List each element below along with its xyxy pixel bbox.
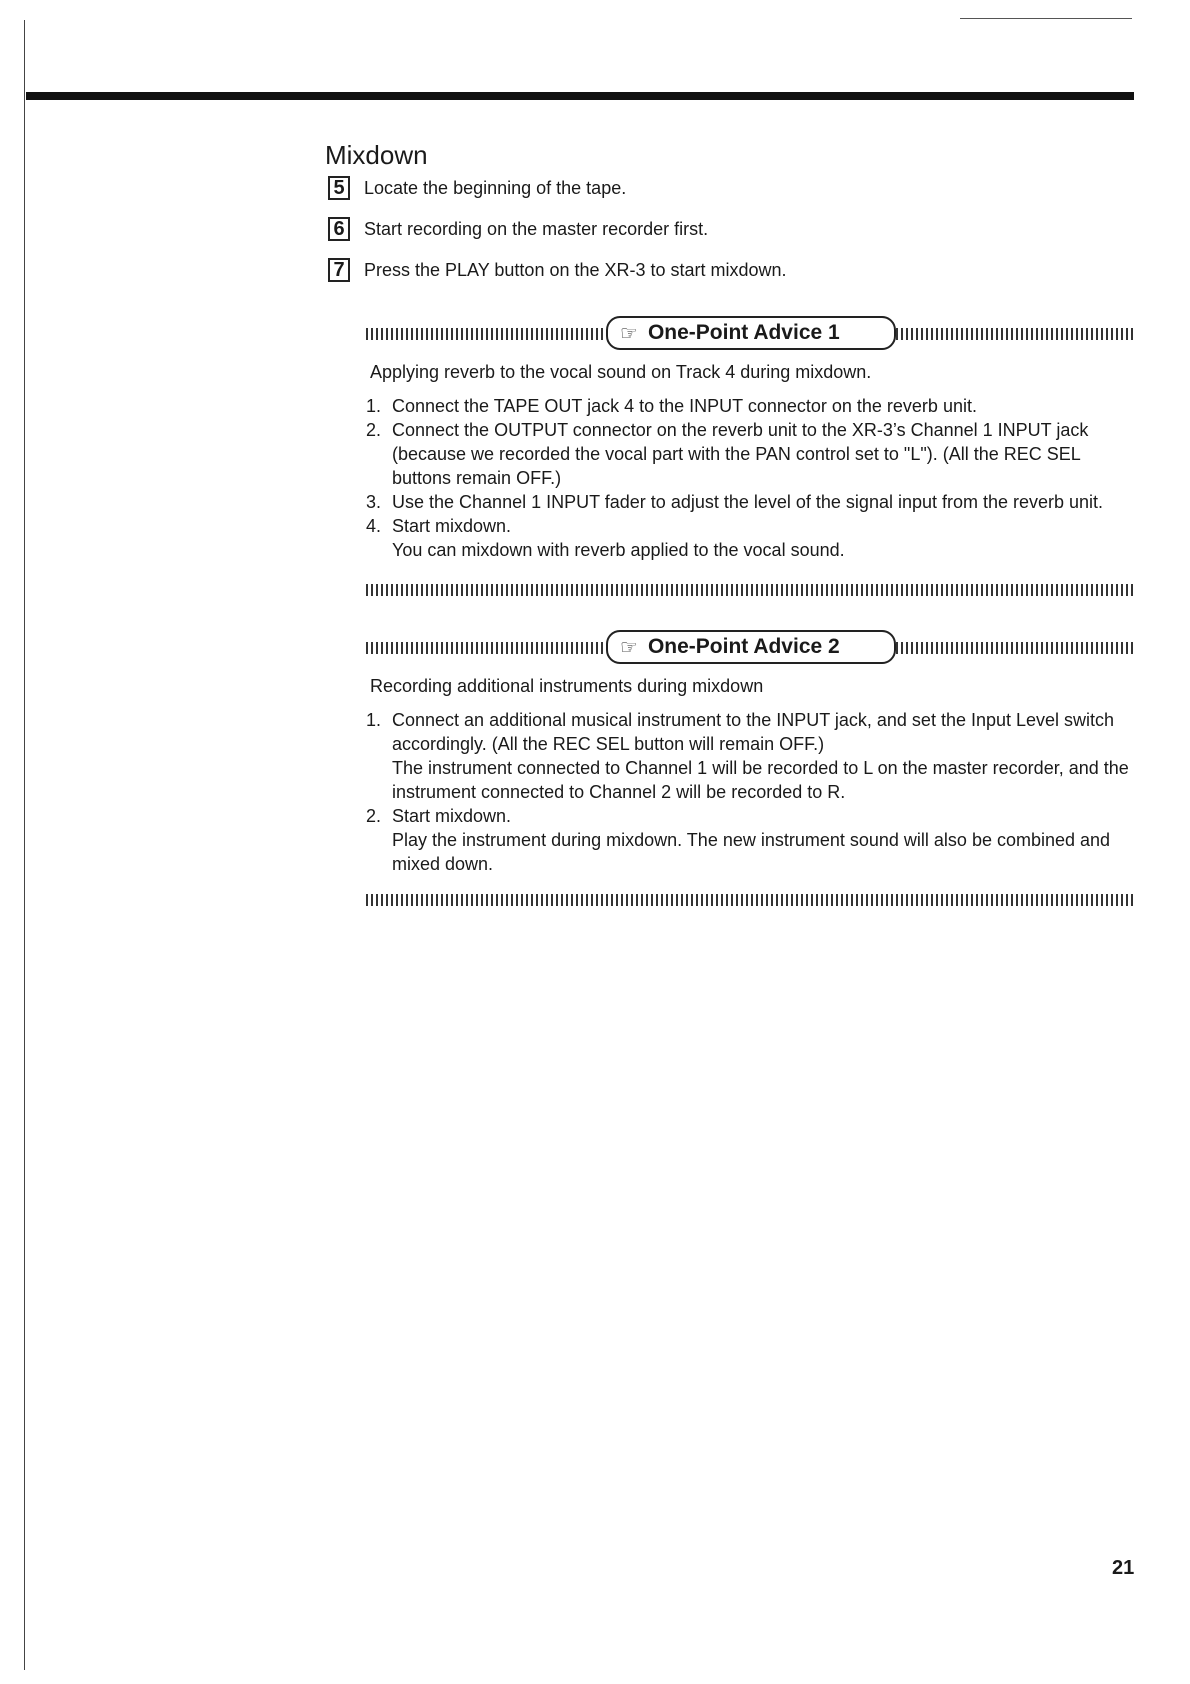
list-item <box>366 514 1134 562</box>
item-text: Connect an additional musical instrument to the INPUT jack, and set the Input Level switch accordingly. (All the REC SEL button will remain OFF.) <box>392 710 1115 754</box>
step-text: Locate the beginning of the tape. <box>364 177 627 198</box>
step-number: 7 <box>328 258 350 282</box>
tick-rule <box>896 642 1134 654</box>
list-item <box>366 394 1134 418</box>
item-number: 1. <box>366 396 382 416</box>
advice-1-intro: Applying reverb to the vocal sound on Track 4 during mixdown. <box>370 362 872 382</box>
item-continuation: The instrument connected to Channel 1 will be recorded to L on the master recorder, and the instrument connected to Channel 2 will be recorded to R. <box>392 758 1129 802</box>
advice-2-list <box>366 708 1134 876</box>
tick-rule <box>896 328 1134 340</box>
step-number: 6 <box>328 217 350 241</box>
item-number: 2. <box>366 806 382 826</box>
item-text: Start mixdown. <box>392 806 512 826</box>
advice-2-title: One-Point Advice 2 <box>647 635 840 658</box>
item-number: 3. <box>366 492 382 512</box>
top-rule <box>26 92 1134 100</box>
tick-rule <box>366 642 606 654</box>
list-item <box>366 708 1134 804</box>
item-number: 2. <box>366 420 382 440</box>
advice-2-intro: Recording additional instruments during mixdown <box>370 676 764 696</box>
advice-2-header <box>366 630 1134 666</box>
step-text: Press the PLAY button on the XR-3 to start mixdown. <box>364 259 787 280</box>
advice-1-header <box>366 316 1134 352</box>
section-heading: Mixdown <box>325 140 428 170</box>
advice-1-badge <box>606 316 896 350</box>
advice-1-title: One-Point Advice 1 <box>647 321 840 344</box>
item-text: Start mixdown. <box>392 516 512 536</box>
advice-1-list <box>366 394 1134 562</box>
advice-2-end-rule <box>366 894 1134 906</box>
item-text: Connect the TAPE OUT jack 4 to the INPUT connector on the reverb unit. <box>392 396 977 416</box>
item-text: Connect the OUTPUT connector on the reverb unit to the XR-3’s Channel 1 INPUT jack (because we recorded the vocal part with the PAN control set to "L"). (All the REC SEL buttons remain OFF.) <box>392 420 1089 488</box>
item-text: Use the Channel 1 INPUT fader to adjust the level of the signal input from the reverb unit. <box>392 492 1104 512</box>
item-continuation: Play the instrument during mixdown. The new instrument sound will also be combined and mixed down. <box>392 830 1111 874</box>
top-thin-rule <box>960 18 1132 19</box>
step-number: 5 <box>328 176 350 200</box>
list-item <box>366 418 1134 490</box>
step-text: Start recording on the master recorder first. <box>364 218 709 239</box>
pointing-hand-icon: ☞ <box>620 322 638 345</box>
advice-1-end-rule <box>366 584 1134 596</box>
advice-2-badge <box>606 630 896 664</box>
list-item <box>366 804 1134 876</box>
page-number: 21 <box>1112 1557 1135 1579</box>
item-number: 1. <box>366 710 382 730</box>
tick-rule <box>366 328 606 340</box>
step-5 <box>328 174 626 202</box>
pointing-hand-icon: ☞ <box>620 636 638 659</box>
item-number: 4. <box>366 516 382 536</box>
step-6 <box>328 215 708 243</box>
list-item <box>366 490 1134 514</box>
item-continuation: You can mixdown with reverb applied to the vocal sound. <box>392 540 845 560</box>
step-7 <box>328 256 787 284</box>
left-edge-line <box>24 20 25 1670</box>
